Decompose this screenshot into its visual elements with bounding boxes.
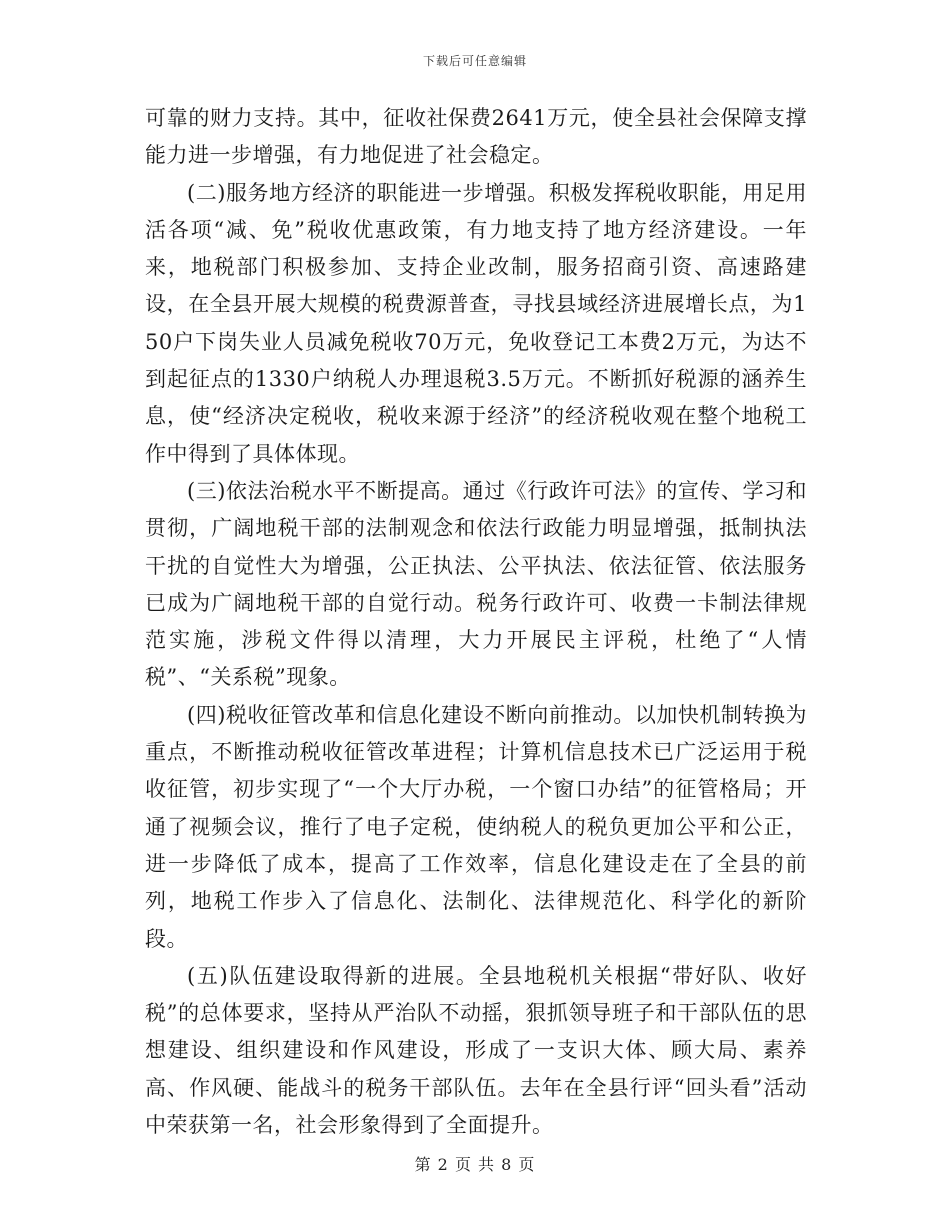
page-footer: 第 2 页 共 8 页 xyxy=(414,1155,536,1174)
document-body xyxy=(145,100,807,1144)
paragraph-section-2: (二)服务地方经济的职能进一步增强。积极发挥税收职能，用足用活各项“减、免”税收优惠政策，有力地支持了地方经济建设。一年来，地税部门积极参加、支持企业改制，服务招商引资、高速路建设，在全县开展大规模的税费源普查，寻找县域经济进展增长点，为150户下岗失业人员减免税收70万元，免收登记工本费2万元，为达不到起征点的1330户纳税人办理退税3.5万元。不断抓好税源的涵养生息，使“经济决定税收，税收来源于经济”的经济税收观在整个地税工作中得到了具体体现。 xyxy=(145,180,807,466)
paragraph-section-4: (四)税收征管改革和信息化建设不断向前推动。以加快机制转换为重点，不断推动税收征管改革进程；计算机信息技术已广泛运用于税收征管，初步实现了“一个大厅办税，一个窗口办结”的征管格局；开通了视频会议，推行了电子定税，使纳税人的税负更加公平和公正，进一步降低了成本，提高了工作效率，信息化建设走在了全县的前列，地税工作步入了信息化、法制化、法律规范化、科学化的新阶段。 xyxy=(145,702,807,951)
page-header: 下载后可任意编辑 xyxy=(422,54,527,68)
paragraph-section-3: (三)依法治税水平不断提高。通过《行政许可法》的宣传、学习和贯彻，广阔地税干部的法制观念和依法行政能力明显增强，抵制执法干扰的自觉性大为增强，公正执法、公平执法、依法征管、依法服务已成为广阔地税干部的自觉行动。税务行政许可、收费一卡制法律规范实施，涉税文件得以清理，大力开展民主评税，杜绝了“人情税”、“关系税”现象。 xyxy=(145,478,807,690)
paragraph-section-5: (五)队伍建设取得新的进展。全县地税机关根据“带好队、收好税”的总体要求，坚持从严治队不动摇，狠抓领导班子和干部队伍的思想建设、组织建设和作风建设，形成了一支识大体、顾大局、素养高、作风硬、能战斗的税务干部队伍。去年在全县行评“回头看”活动中荣获第一名，社会形象得到了全面提升。 xyxy=(145,963,807,1138)
paragraph-continuation: 可靠的财力支持。其中，征收社保费2641万元，使全县社会保障支撑能力进一步增强，有力地促进了社会稳定。 xyxy=(145,106,807,168)
